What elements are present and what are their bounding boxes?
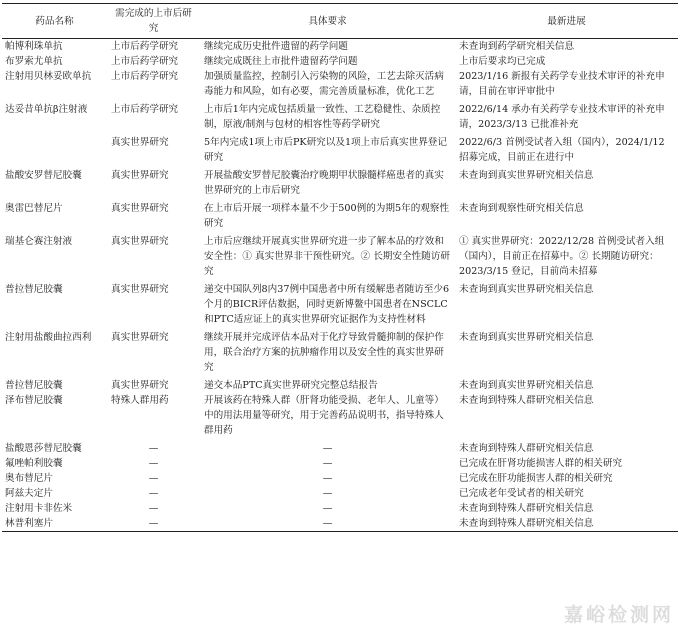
drug-name-cell: 瑞基仑赛注射液 xyxy=(5,236,73,247)
requirement-cell: 递交中国队列8内37例中国患者中所有缓解患者随访至少6个月的BICR评估数据，同时更新博鳌中国患者在NSCLC和PTC适应证上的真实世界研究证据作为支持性材料 xyxy=(204,284,450,325)
drug-name-cell: 奥雷巴替尼片 xyxy=(5,203,63,214)
progress-cell: ① 真实世界研究：2022/12/28 首例受试者入组（国内），目前正在招募中。② 长期随访研究：2023/3/15 登记，目前尚未招募 xyxy=(459,236,665,277)
progress-cell: 未查询到真实世界研究相关信息 xyxy=(459,380,594,391)
progress-cell: 未查询到真实世界研究相关信息 xyxy=(459,284,594,295)
drug-name-cell: 阿兹夫定片 xyxy=(5,488,53,499)
progress-cell: 上市后要求均已完成 xyxy=(459,56,546,67)
table-row xyxy=(2,516,678,532)
drug-name-cell: 注射用卡非佐米 xyxy=(5,503,73,514)
study-type-cell: 真实世界研究 xyxy=(111,332,169,343)
watermark-logo: 嘉峪检测网 xyxy=(563,604,674,626)
table-row xyxy=(2,54,678,69)
table-row xyxy=(2,393,678,441)
study-type-cell: — xyxy=(148,458,159,469)
requirement-cell: — xyxy=(322,443,333,454)
drug-name-cell: 帕博利珠单抗 xyxy=(5,41,63,52)
requirement-cell: 继续完成既往上市批件遗留药学问题 xyxy=(204,56,358,67)
progress-cell: 2023/1/16 新报有关药学专业技术审评的补充申请，目前在审评审批中 xyxy=(459,71,665,97)
requirement-cell: 开展该药在特殊人群（肝肾功能受损、老年人、儿童等）中的用法用量等研究，用于完善药品说明书，指导特殊人群用药 xyxy=(204,395,444,436)
progress-cell: 未查询到观察性研究相关信息 xyxy=(459,203,584,214)
progress-cell: 已完成老年受试者的相关研究 xyxy=(459,488,584,499)
requirement-cell: 继续完成历史批件遗留的药学问题 xyxy=(204,41,348,52)
progress-cell: 2022/6/3 首例受试者入组（国内），2024/1/12 招募完成，目前正在进行中 xyxy=(459,137,665,163)
table-row xyxy=(2,201,678,234)
drug-name-cell: 盐酸恩莎替尼胶囊 xyxy=(5,443,82,454)
header-latest-progress: 最新进展 xyxy=(455,4,678,39)
table-header-row xyxy=(2,4,678,39)
study-type-cell: 真实世界研究 xyxy=(111,203,169,214)
table-row xyxy=(2,102,678,135)
progress-cell: 2022/6/14 承办有关药学专业技术审评的补充申请，2023/3/13 已批准补充 xyxy=(459,104,665,130)
drug-name-cell: 普拉替尼胶囊 xyxy=(5,380,63,391)
study-type-cell: 上市后药学研究 xyxy=(111,104,179,115)
requirement-cell: — xyxy=(322,473,333,484)
table-row xyxy=(2,501,678,516)
requirement-cell: — xyxy=(322,458,333,469)
drug-name-cell: 普拉替尼胶囊 xyxy=(5,284,63,295)
study-type-cell: 特殊人群用药 xyxy=(111,395,169,406)
study-type-cell: 真实世界研究 xyxy=(111,236,169,247)
progress-cell: 未查询到特殊人群研究相关信息 xyxy=(455,516,678,532)
progress-cell: 未查询到真实世界研究相关信息 xyxy=(459,332,594,343)
requirement-cell: 在上市后开展一项样本量不少于500例的为期5年的观察性研究 xyxy=(204,203,450,229)
requirement-cell: 开展盐酸安罗替尼胶囊治疗晚期甲状腺髓样癌患者的真实世界研究的上市后研究 xyxy=(204,170,444,196)
study-type-cell: — xyxy=(148,488,159,499)
drug-name-cell: 盐酸安罗替尼胶囊 xyxy=(5,170,82,181)
progress-cell: 未查询到真实世界研究相关信息 xyxy=(459,170,594,181)
study-type-cell: 真实世界研究 xyxy=(111,170,169,181)
study-type-cell: 上市后药学研究 xyxy=(111,56,179,67)
table-row xyxy=(2,39,678,55)
study-type-cell: 上市后药学研究 xyxy=(111,71,179,82)
progress-cell: 未查询到特殊人群研究相关信息 xyxy=(459,395,594,406)
progress-cell: 未查询到特殊人群研究相关信息 xyxy=(459,443,594,454)
requirement-cell: 加强质量监控，控制引入污染物的风险，工艺去除灭活病毒能力和风险，如有必要，需完善质量标准，优化工艺 xyxy=(204,71,444,97)
drug-name-cell: 泽布替尼胶囊 xyxy=(5,395,63,406)
drug-name-cell: 注射用盐酸曲拉西利 xyxy=(5,332,92,343)
study-type-cell: 真实世界研究 xyxy=(111,284,169,295)
header-required-study: 需完成的上市后研究 xyxy=(107,4,200,39)
requirement-cell: 上市后1年内完成包括质量一致性、工艺稳健性、杂质控制，原液/制剂与包材的相容性等药学研究 xyxy=(204,104,441,130)
table-row xyxy=(2,456,678,471)
study-type-cell: 真实世界研究 xyxy=(111,380,169,391)
requirement-cell: 5年内完成1项上市后PK研究以及1项上市后真实世界登记研究 xyxy=(204,137,447,163)
post-marketing-study-table xyxy=(2,3,678,532)
table-row xyxy=(2,135,678,168)
table-row xyxy=(2,330,678,378)
drug-name-cell: 奥布替尼片 xyxy=(5,473,53,484)
requirement-cell: — xyxy=(322,488,333,499)
header-drug-name: 药品名称 xyxy=(2,4,107,39)
table-row xyxy=(2,69,678,102)
progress-cell: 已完成在肝功能损害人群的相关研究 xyxy=(459,473,613,484)
study-type-cell: 上市后药学研究 xyxy=(111,41,179,52)
progress-cell: 未查询到特殊人群研究相关信息 xyxy=(459,503,594,514)
header-requirement: 具体要求 xyxy=(200,4,455,39)
study-type-cell: — xyxy=(107,516,200,532)
table-row xyxy=(2,486,678,501)
drug-name-cell: 布罗索尤单抗 xyxy=(5,56,63,67)
table-row xyxy=(2,441,678,456)
table-row xyxy=(2,378,678,393)
table-row xyxy=(2,234,678,282)
study-type-cell: — xyxy=(148,503,159,514)
requirement-cell: — xyxy=(200,516,455,532)
study-type-cell: 真实世界研究 xyxy=(111,137,169,148)
progress-cell: 未查询到药学研究相关信息 xyxy=(459,41,575,52)
drug-name-cell: 氟唑帕利胶囊 xyxy=(5,458,63,469)
requirement-cell: 上市后应继续开展真实世界研究进一步了解本品的疗效和安全性：① 真实世界非干预性研究。② 长期安全性随访研究 xyxy=(204,236,450,277)
drug-name-cell: 注射用贝林妥欧单抗 xyxy=(5,71,92,82)
drug-name-cell: 林普利塞片 xyxy=(2,516,107,532)
study-type-cell: — xyxy=(148,473,159,484)
table-row xyxy=(2,282,678,330)
table-row xyxy=(2,168,678,201)
drug-name-cell: 达妥昔单抗β注射液 xyxy=(5,104,88,115)
requirement-cell: 继续开展并完成评估本品对于化疗导致骨髓抑制的保护作用，联合治疗方案的抗肿瘤作用以及安全性的真实世界研究 xyxy=(204,332,444,373)
requirement-cell: — xyxy=(322,503,333,514)
drug-name-cell xyxy=(2,135,107,168)
requirement-cell: 递交本品PTC真实世界研究完整总结报告 xyxy=(204,380,378,391)
progress-cell: 已完成在肝肾功能损害人群的相关研究 xyxy=(459,458,623,469)
study-type-cell: — xyxy=(148,443,159,454)
table-row xyxy=(2,471,678,486)
